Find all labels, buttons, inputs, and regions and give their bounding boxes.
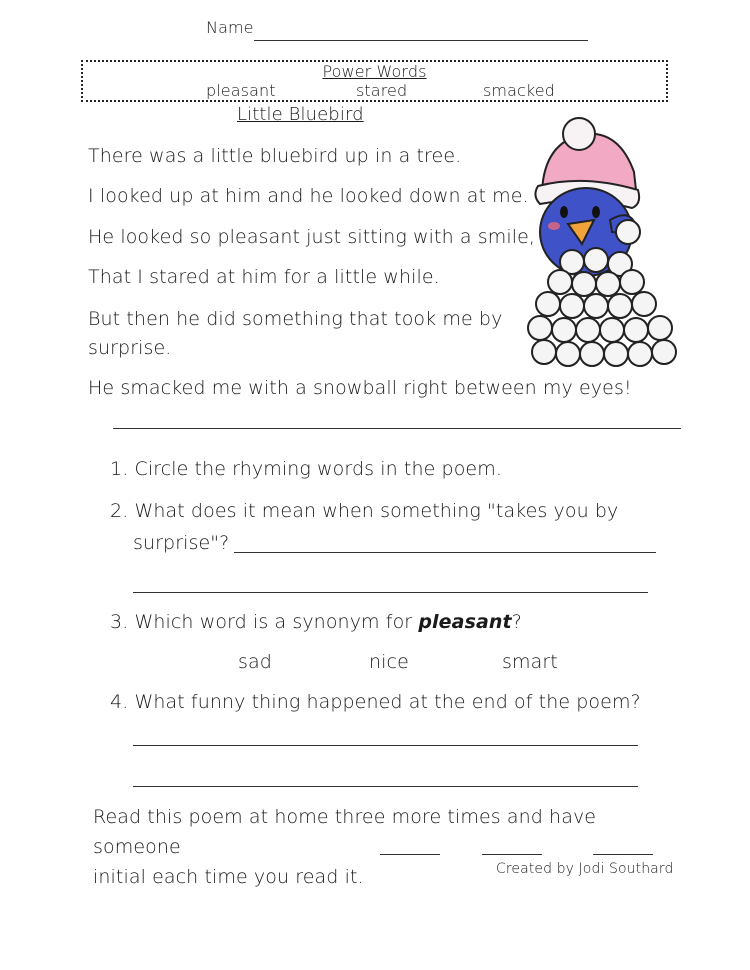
power-word: smacked — [483, 81, 555, 100]
initial-line-3[interactable] — [593, 854, 653, 855]
poem-line: surprise. — [88, 337, 172, 359]
hat-pompom — [563, 118, 595, 150]
bluebird-snowball-illustration — [524, 112, 684, 374]
question-3-keyword: pleasant — [418, 611, 512, 633]
poem-title: Little Bluebird — [237, 104, 364, 125]
answer-line-q2[interactable] — [234, 552, 656, 553]
held-snowball — [616, 220, 640, 244]
answer-choice-sad[interactable]: sad — [238, 651, 272, 673]
poem-line: But then he did something that took me by — [88, 308, 503, 330]
bird-cheek — [548, 222, 560, 230]
answer-choice-smart[interactable]: smart — [502, 651, 558, 673]
name-label: Name — [206, 18, 254, 37]
poem-line: There was a little bluebird up in a tree. — [88, 145, 462, 167]
poem-line: I looked up at him and he looked down at me. — [88, 185, 529, 207]
power-words-box — [81, 60, 668, 102]
poem-line: That I stared at him for a little while. — [88, 266, 440, 288]
instruction-line-2: initial each time you read it. — [93, 866, 364, 888]
question-1: 1. Circle the rhyming words in the poem. — [110, 458, 502, 480]
poem-line: He looked so pleasant just sitting with a smile, — [88, 226, 536, 248]
bird-eye — [592, 206, 600, 218]
name-field[interactable] — [254, 40, 588, 41]
initial-line-2[interactable] — [482, 854, 542, 855]
question-2-line-1: 2. What does it mean when something "takes you by — [110, 500, 619, 522]
initial-line-1[interactable] — [380, 854, 440, 855]
poem-line: He smacked me with a snowball right between my eyes! — [88, 377, 632, 399]
snowball-pile — [528, 248, 676, 366]
instruction-line-1: Read this poem at home three more times and have someone — [93, 806, 597, 858]
question-4: 4. What funny thing happened at the end of the poem? — [110, 691, 641, 713]
question-2-line-2: surprise"? — [133, 532, 230, 554]
bird-eye — [560, 206, 568, 218]
answer-line-q2[interactable] — [133, 592, 648, 593]
question-3-text: 3. Which word is a synonym for — [110, 611, 419, 633]
answer-line-q4[interactable] — [133, 745, 638, 746]
author-credit: Created by Jodi Southard — [496, 861, 674, 877]
home-reading-instruction — [93, 802, 653, 892]
question-3-suffix: ? — [511, 611, 522, 633]
question-3 — [110, 611, 522, 633]
power-word: stared — [356, 81, 408, 100]
power-word: pleasant — [206, 81, 276, 100]
answer-line-q4[interactable] — [133, 786, 638, 787]
power-words-title: Power Words — [322, 62, 427, 81]
section-divider — [113, 428, 681, 429]
answer-choice-nice[interactable]: nice — [369, 651, 409, 673]
